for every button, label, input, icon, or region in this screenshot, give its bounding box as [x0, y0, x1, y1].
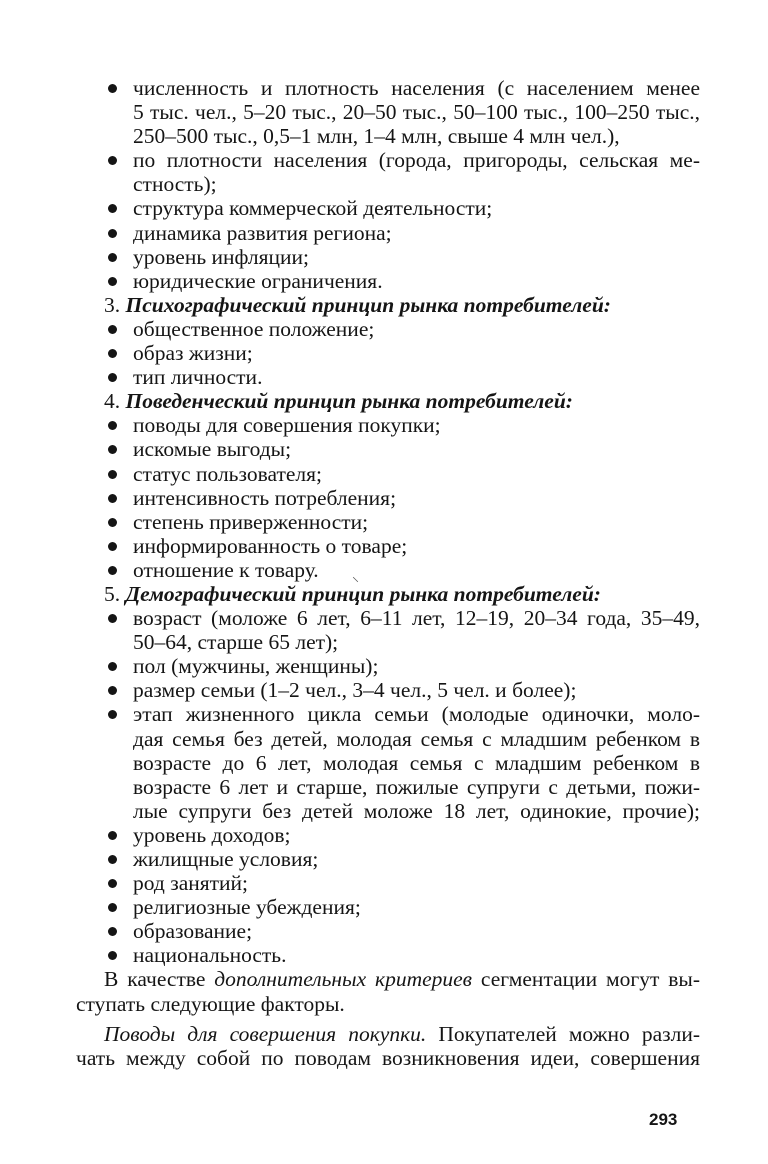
paragraph-line: чать между собой по поводам возникновения идеи, совершения: [76, 1045, 700, 1070]
list-item-line: жилищные условия;: [76, 847, 700, 871]
emphasis: дополнительных критериев: [214, 967, 473, 992]
list-item-line: национальность.: [76, 943, 700, 967]
page-text: [76, 76, 700, 1070]
list-item-line: возраст (моложе 6 лет, 6–11 лет, 12–19, 20–34 года, 35–49,: [76, 606, 700, 630]
list-item-line: образ жизни;: [76, 341, 700, 365]
list-item-line: уровень доходов;: [76, 823, 700, 847]
text-run: В качестве: [104, 967, 215, 992]
list-item-line: уровень инфляции;: [76, 245, 700, 269]
section-number: 3.: [104, 292, 121, 317]
section-title: Психографический принцип рынка потребителей:: [125, 292, 611, 317]
list-item-line: поводы для совершения покупки;: [76, 413, 700, 437]
list-item-line: структура коммерческой деятельности;: [76, 196, 700, 220]
list-item-line: динамика развития региона;: [76, 221, 700, 245]
list-item-line: тип личности.: [76, 365, 700, 389]
list-item-line: пол (мужчины, женщины);: [76, 654, 700, 678]
paragraph-line: [76, 1022, 700, 1046]
list-item-line: 50–64, старше 65 лет);: [133, 630, 339, 655]
section-heading: [76, 582, 700, 606]
text-run: Покупателей можно разли-: [426, 1021, 700, 1046]
section-number: 5.: [104, 581, 121, 606]
list-item-line: размер семьи (1–2 чел., 3–4 чел., 5 чел. и более);: [76, 678, 700, 702]
section-title: Поведенческий принцип рынка потребителей:: [125, 389, 573, 414]
scan-mark: ⸜: [352, 570, 359, 585]
emphasis: Поводы для совершения покупки.: [104, 1021, 427, 1046]
page-number: 293: [649, 1110, 678, 1129]
list-item-line: по плотности населения (города, пригороды, сельская ме-: [76, 148, 700, 172]
list-item-line: 250–500 тыс., 0,5–1 млн, 1–4 млн, свыше 4 млн чел.),: [133, 124, 620, 149]
list-item-line: этап жизненного цикла семьи (молодые одиночки, моло-: [76, 702, 700, 726]
list-item-line: численность и плотность населения (с населением менее: [76, 76, 700, 100]
text-run: сегментации могут вы-: [472, 967, 700, 992]
section-heading: [76, 389, 700, 413]
paragraph-line: ступать следующие факторы.: [76, 991, 345, 1016]
list-item-line: род занятий;: [76, 871, 700, 895]
section-title: Демографический принцип рынка потребителей:: [125, 581, 601, 606]
list-item-line: образование;: [76, 919, 700, 943]
list-item-line: лые супруги без детей моложе 18 лет, одинокие, прочие);: [133, 798, 700, 823]
list-item-line: искомые выгоды;: [76, 437, 700, 461]
list-item-line: возрасте 6 лет и старше, пожилые супруги с детьми, пожи-: [133, 774, 700, 799]
section-number: 4.: [104, 389, 121, 414]
list-item-line: информированность о товаре;: [76, 534, 700, 558]
list-item-line: религиозные убеждения;: [76, 895, 700, 919]
list-item-line: интенсивность потребления;: [76, 486, 700, 510]
list-item-line: статус пользователя;: [76, 462, 700, 486]
paragraph-line: [76, 967, 700, 991]
list-item-line: дая семья без детей, молодая семья с младшим ребенком в: [133, 726, 700, 751]
list-item-line: стность);: [133, 172, 217, 197]
list-item-line: степень приверженности;: [76, 510, 700, 534]
section-heading: [76, 293, 700, 317]
list-item-line: общественное положение;: [76, 317, 700, 341]
list-item-line: юридические ограничения.: [76, 269, 700, 293]
list-item-line: возрасте до 6 лет, молодая семья с младшим ребенком в: [133, 750, 700, 775]
list-item-line: отношение к товару.: [76, 558, 700, 582]
list-item-line: 5 тыс. чел., 5–20 тыс., 20–50 тыс., 50–100 тыс., 100–250 тыс.,: [133, 100, 700, 125]
